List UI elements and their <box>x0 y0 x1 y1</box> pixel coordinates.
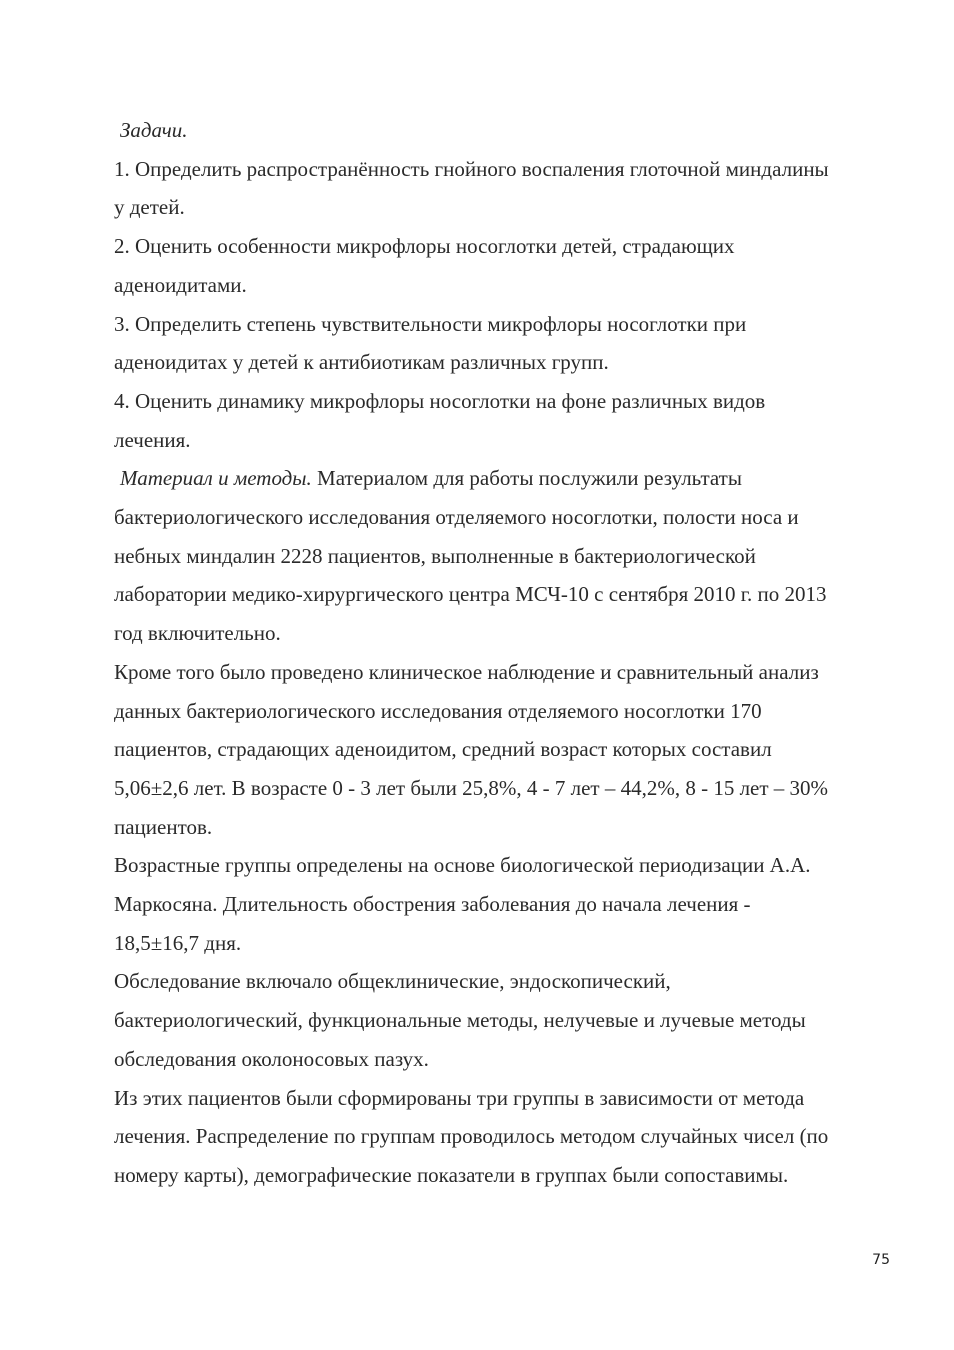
clinical-paragraph <box>114 653 904 847</box>
patient-groups-line: Из этих пациентов были сформированы три группы в зависимости от метода <box>114 1085 805 1110</box>
clinical-line: данных бактериологического исследования отделяемого носоглотки 170 <box>114 698 762 723</box>
methods-line-text: Материалом для работы послужили результаты <box>311 466 742 491</box>
task-1 <box>114 150 904 227</box>
tasks-heading <box>114 111 904 150</box>
age-groups-paragraph <box>114 846 904 962</box>
tasks-heading-text: Задачи. <box>120 118 188 142</box>
age-groups-line: Возрастные группы определены на основе биологической периодизации А.А. <box>114 853 811 878</box>
methods-line: год включительно. <box>114 621 281 646</box>
task-2-line: 2. Оценить особенности микрофлоры носоглотки детей, страдающих <box>114 234 735 259</box>
task-2 <box>114 227 904 304</box>
task-3-line: 3. Определить степень чувствительности микрофлоры носоглотки при <box>114 311 747 336</box>
clinical-line: пациентов. <box>114 814 213 839</box>
examination-line: обследования околоносовых пазух. <box>114 1046 429 1071</box>
methods-line: лаборатории медико-хирургического центра МСЧ-10 с сентября 2010 г. по 2013 <box>114 582 827 607</box>
patient-groups-line: номеру карты), демографические показатели в группах были сопоставимы. <box>114 1162 789 1187</box>
page-number: 75 <box>872 1252 890 1268</box>
clinical-line: Кроме того было проведено клиническое наблюдение и сравнительный анализ <box>114 659 819 684</box>
age-groups-line: Маркосяна. Длительность обострения заболевания до начала лечения - <box>114 892 751 917</box>
methods-heading: Материал и методы. <box>120 466 312 491</box>
document-body <box>114 111 904 1195</box>
methods-line: бактериологического исследования отделяемого носоглотки, полости носа и <box>114 505 799 530</box>
task-4-line: 4. Оценить динамику микрофлоры носоглотки на фоне различных видов <box>114 388 766 413</box>
task-2-line: аденоидитами. <box>114 272 247 297</box>
age-groups-line: 18,5±16,7 дня. <box>114 930 242 955</box>
task-4 <box>114 382 904 459</box>
task-3 <box>114 305 904 382</box>
clinical-line: пациентов, страдающих аденоидитом, средний возраст которых составил <box>114 737 772 762</box>
task-1-line: у детей. <box>114 195 185 220</box>
methods-line <box>114 459 904 498</box>
task-3-line: аденоидитах у детей к антибиотикам различных групп. <box>114 350 609 375</box>
methods-paragraph <box>114 459 904 653</box>
examination-line: Обследование включало общеклинические, эндоскопический, <box>114 969 671 994</box>
task-4-line: лечения. <box>114 427 191 452</box>
task-1-line: 1. Определить распространённость гнойного воспаления глоточной миндалины <box>114 156 829 181</box>
examination-line: бактериологический, функциональные методы, нелучевые и лучевые методы <box>114 1008 806 1033</box>
patient-groups-paragraph <box>114 1079 904 1195</box>
clinical-line: 5,06±2,6 лет. В возрасте 0 - 3 лет были 25,8%, 4 - 7 лет – 44,2%, 8 - 15 лет – 30% <box>114 775 829 800</box>
examination-paragraph <box>114 962 904 1078</box>
patient-groups-line: лечения. Распределение по группам проводилось методом случайных чисел (по <box>114 1124 829 1149</box>
methods-line: небных миндалин 2228 пациентов, выполненные в бактериологической <box>114 543 756 568</box>
